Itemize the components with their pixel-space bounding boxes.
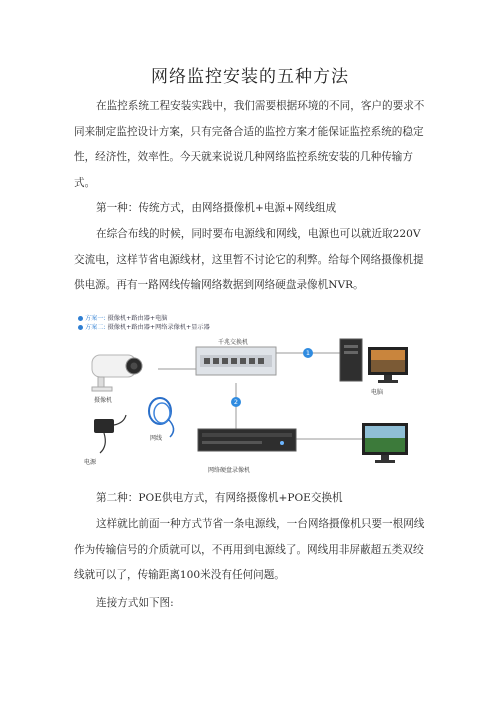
- marker-2: 2: [231, 397, 241, 407]
- network-diagram: [78, 311, 418, 476]
- cable-label: 网线: [150, 435, 163, 442]
- legend-item-2: 方案二: 摄像机+路由器+网络录像机+显示器: [78, 322, 210, 331]
- legend-item-1: 方案一: 摄像机+路由器+电脑: [78, 313, 168, 322]
- method2-body: 这样就比前面一种方式节省一条电源线，一台网络摄像机只要一根网线作为传输信号的介质就可以，不再用到电源线了。网线用非屏蔽超五类双绞线就可以了，传输距离100米没有任何问题。: [74, 518, 425, 582]
- switch-label: 千兆交换机: [218, 339, 249, 346]
- legend-dot-icon: [78, 316, 83, 321]
- connection-label: 连接方式如下图:: [96, 597, 174, 609]
- method2-heading: 第二种：POE供电方式，有网络摄像机+POE交换机: [96, 492, 343, 504]
- nvr-icon: [198, 429, 296, 451]
- computer-label: 电脑: [371, 389, 384, 396]
- marker-1: 1: [303, 348, 313, 358]
- page-title: 网络监控安装的五种方法: [151, 67, 349, 87]
- computer-icon: [340, 339, 408, 383]
- legend-dot-icon: [78, 325, 83, 330]
- power-adapter-icon: [94, 415, 126, 453]
- method1-body: 在综合布线的时候，同时要布电源线和网线，电源也可以就近取220V交流电，这样节省电源线材，这里暂不讨论它的利弊。给每个网络摄像机提供电源。再有一路网线传输网络数据到网络硬盘录像机NVR。: [74, 228, 424, 292]
- monitor-icon: [362, 423, 408, 463]
- nvr-label: 网络硬盘录像机: [208, 467, 251, 474]
- intro-paragraph: 在监控系统工程安装实践中，我们需要根据环境的不同，客户的要求不同来制定监控设计方案，只有完备合适的监控方案才能保证监控系统的稳定性，经济性，效率性。今天就来说说几种网络监控系统安装的几种传输方式。: [74, 100, 425, 189]
- diagram-graphics: [78, 311, 418, 476]
- method1-heading: 第一种：传统方式，由网络摄像机+电源+网线组成: [96, 202, 337, 214]
- camera-label: 摄像机: [94, 397, 113, 404]
- cable-icon: [149, 398, 174, 437]
- power-label: 电源: [84, 459, 97, 466]
- switch-icon: [196, 347, 276, 375]
- camera-icon: [92, 355, 142, 391]
